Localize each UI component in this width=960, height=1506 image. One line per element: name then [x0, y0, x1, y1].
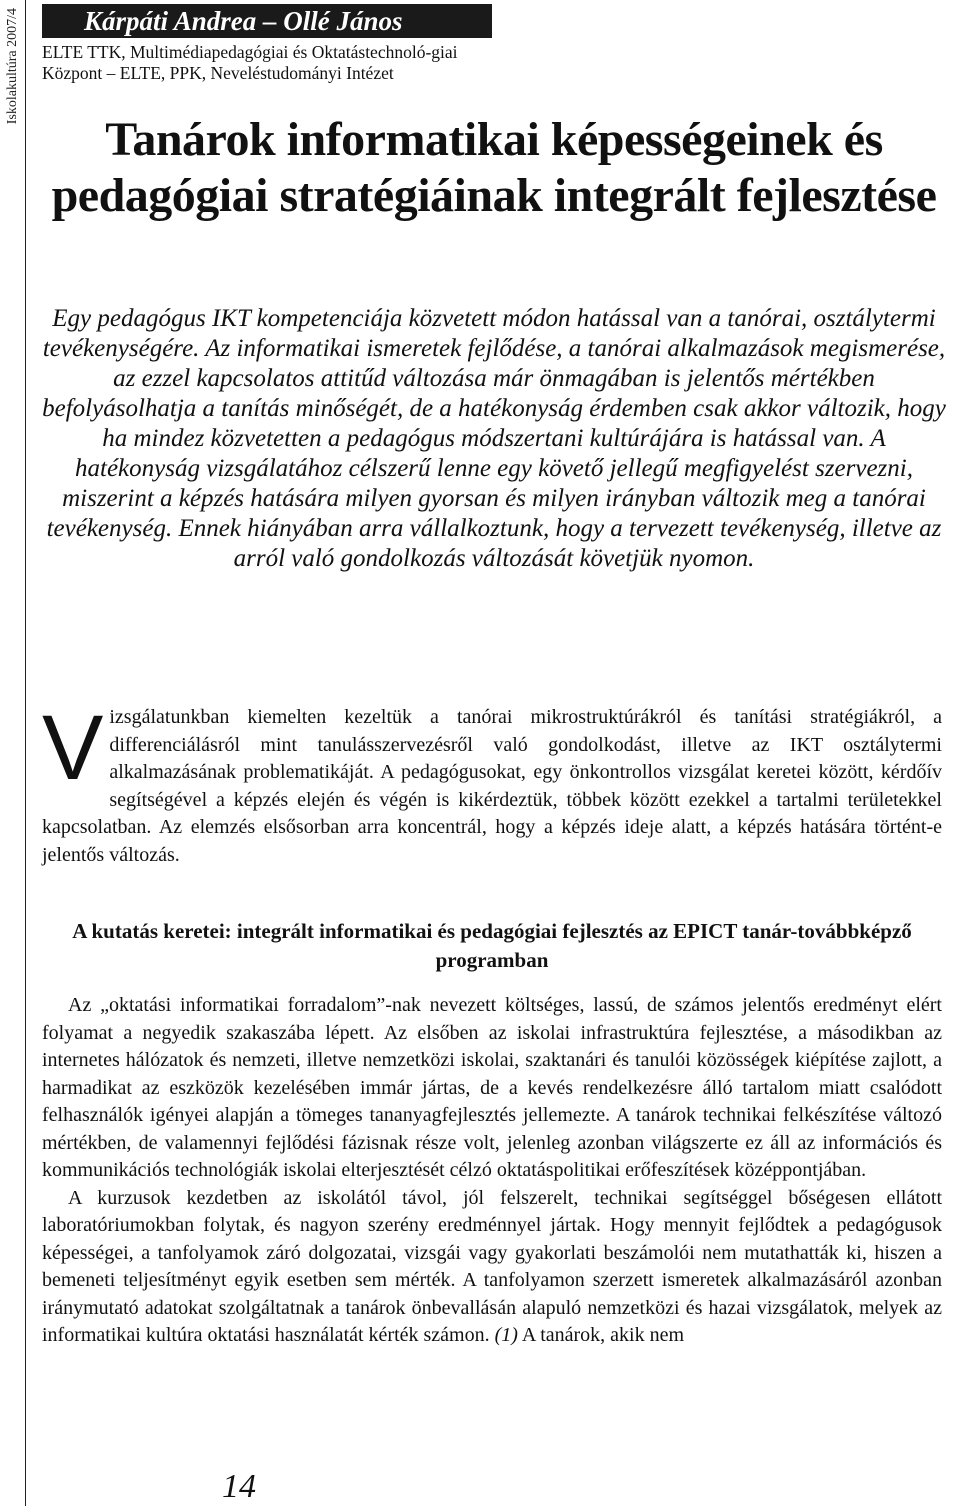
journal-name: Iskolakultúra 2007/4 — [5, 8, 20, 125]
paragraph-2-text: A kurzusok kezdetben az iskolától távol, jól felszerelt, technikai segítséggel bőségesen ellátott laboratóriumokban folytak, és nagyon szerény eredménnyel jártak. Hogy mennyit fejlődtek a pedagógusok képességei, a tanfolyamok záró dolgozatai, vizsgái vagy gyakorlati beszámolói nem mutathatták ki, hiszen a bemeneti teljesítményt egyik esetben sem mérték. A tanfolyamon szerzett ismeretek alkalmazásáról azonban iránymutató adatokat szolgáltatnak a tanárok önbevallásán alapuló nemzetközi és hazai vizsgálatok, melyek az informatikai kultúra oktatási használatát kérték számon. — [42, 1186, 942, 1346]
author-bar: Kárpáti Andrea – Ollé János — [42, 4, 492, 38]
affiliation: ELTE TTK, Multimédiapedagógiai és Oktatástechnoló-giai Központ – ELTE, PPK, Neveléstudományi Intézet — [42, 42, 458, 83]
paragraph-1: Az „oktatási informatikai forradalom”-nak nevezett költséges, lassú, de számos jelentős eredményt elért folyamat a negyedik szakaszába lépett. Az elsőben az iskolai infrastruktúra fejlesztése, a másodikban az internetes hálózatok és nemzeti, illetve nemzetközi iskolai, szaktanári és tanulói közösségek kiépítése zajlott, a harmadikat az eszközök kezelésében immár jártas, de a kevés rendelkezésre álló tartalom miatt csalódott felhasználók igényei alapján a tömeges tananyagfejlesztés jellemezte. A tanárok technikai felkészítése változó mértékben, de valamennyi fejlődési fázisnak része volt, jelenleg azonban világszerte ez áll az információs és kommunikációs technológiák iskolai elterjesztését célzó oktatáspolitikai erőfeszítések középpontjában. — [42, 994, 942, 1181]
paragraph-2-trailing: A tanárok, akik nem — [521, 1324, 685, 1346]
intro-text: izsgálatunkban kiemelten kezeltük a tanórai mikrostruktúrákról és tanítási stratégiákról, a differenciálásról mint tanulásszervezésről való gondolkodást, illetve az IKT osztálytermi alkalmazásának problematikáját. A pedagógusokat, egy önkontrollos vizsgálat keretei között, kérdőív segítségével a képzés elején és végén is kikérdeztük, többek között ezekkel a tartalmi területekkel kapcsolatban. Az elemzés elsősorban arra koncentrál, hogy a képzés ideje alatt, a képzés hatására történt-e jelentős változás. — [42, 706, 942, 866]
article-title: Tanárok informatikai képességeinek és pedagógiai stratégiáinak integrált fejlesztése — [51, 113, 937, 222]
drop-cap: V — [42, 697, 104, 799]
reference-marker: (1) — [494, 1324, 518, 1346]
section-body — [42, 992, 942, 1350]
page-number: 14 — [222, 1468, 256, 1505]
section-heading: A kutatás keretei: integrált informatikai és pedagógiai fejlesztés az EPICT tanár-továbbképző programban — [72, 919, 912, 972]
journal-margin-label — [0, 0, 26, 1506]
intro-paragraph — [42, 697, 942, 869]
paragraph-2 — [42, 1185, 942, 1350]
abstract: Egy pedagógus IKT kompetenciája közvetett módon hatással van a tanórai, osztálytermi tevékenységére. Az informatikai ismeretek fejlődése, a tanórai alkalmazások megismerése, az ezzel kapcsolatos attitűd változása már önmagában is jelentős mértékben befolyásolhatja a tanítás minőségét, de a hatékonyság érdemben csak akkor változik, hogy ha mindez közvetetten a pedagógus módszertani kultúrájára is hatással van. A hatékonyság vizsgálatához célszerű lenne egy követő jellegű megfigyelést szervezni, miszerint a képzés hatására milyen gyorsan és milyen irányban változik meg a tanórai tevékenység. Ennek hiányában arra vállalkoztunk, hogy a tervezett tevékenység, illetve az arról való gondolkozás változását követjük nyomon. — [42, 305, 946, 572]
